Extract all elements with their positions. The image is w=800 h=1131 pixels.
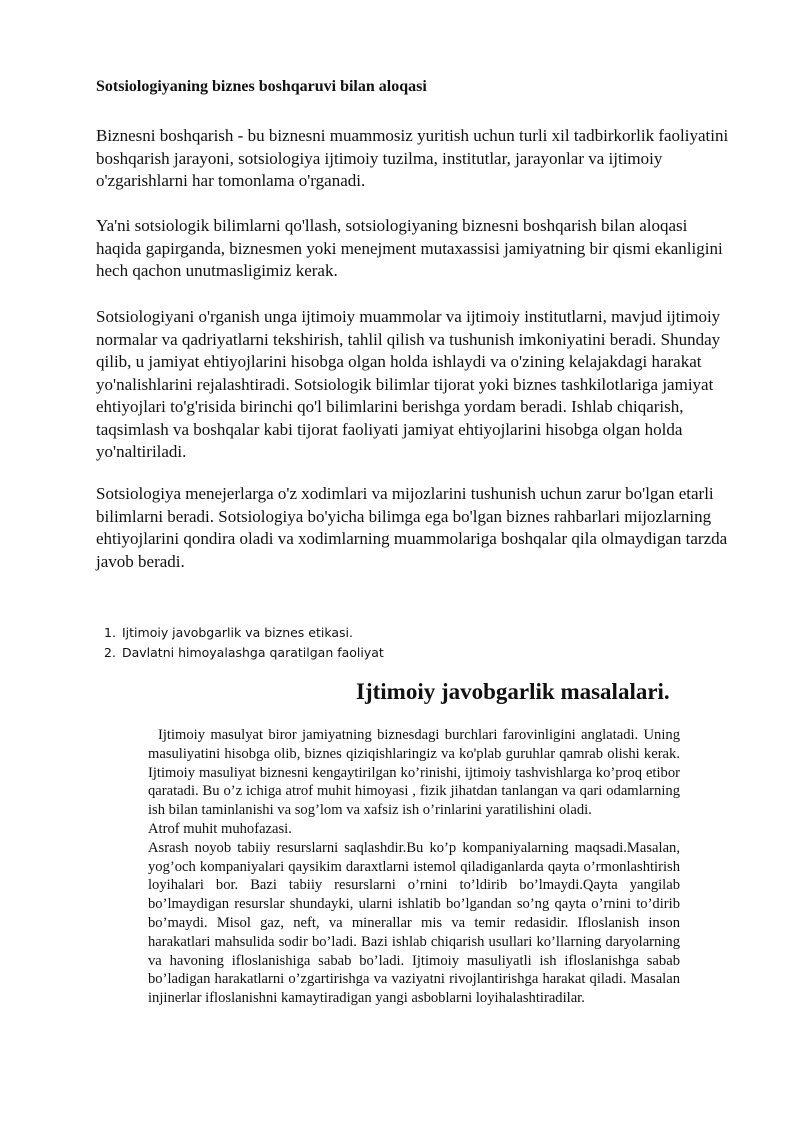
section-body [148,726,680,1008]
list-item [104,643,384,663]
section-heading: Ijtimoiy javobgarlik masalalari. [356,679,670,704]
list-number: 2. [104,645,116,660]
section-subheading: Atrof muhit muhofazasi. [148,820,292,837]
document-title: Sotsiologiyaning biznes boshqaruvi bilan aloqasi [96,78,427,95]
paragraph-3: Sotsiologiyani o'rganish unga ijtimoiy muammolar va ijtimoiy institutlarni, mavjud ijtimoiy normalar va qadriyatlarni tekshirish, tahlil qilish va tushunish imkoniyatini beradi. Shunday qilib, u jamiyat ehtiyojlarini hisobga olgan holda ishlaydi va o'zining kelajakdagi harakat yo'nalishlarini rejalashtiradi. Sotsiologik bilimlar tijorat yoki biznes tashkilotlariga jamiyat ehtiyojlari to'g'risida birinchi qo'l bilimlarini berishga yordam beradi. Ishlab chiqarish, taqsimlash va boshqalar kabi tijorat faoliyati jamiyat ehtiyojlarini hisobga olgan holda yo'naltiriladi. [96,307,721,461]
paragraph-1: Biznesni boshqarish - bu biznesni muammosiz yuritish uchun turli xil tadbirkorlik faoliyatini boshqarish jarayoni, sotsiologiya ijtimoiy tuzilma, institutlar, jarayonlar va ijtimoiy o'zgarishlarni har tomonlama o'rganadi. [96,126,729,190]
topic-list [104,623,384,663]
list-item [104,623,384,643]
paragraph-4: Sotsiologiya menejerlarga o'z xodimlari va mijozlarini tushunish uchun zarur bo'lgan etarli bilimlarni beradi. Sotsiologiya bo'yicha bilimga ega bo'lgan biznes rahbarlari mijozlarning ehtiyojlarini qondira oladi va xodimlarning muammolariga boshqalar qila olmaydigan tarzda javob beradi. [96,484,728,571]
list-number: 1. [104,625,116,640]
section-paragraph: Asrash noyob tabiiy resurslarni saqlashdir.Bu ko’p kompaniyalarning maqsadi.Masalan, yog’och kompaniyalari qaysikim daraxtlarni istemol qiladiganlarda qayta o’rmonlashtirish loyihalari bor. Bazi tabiiy resurslarni o’rnini to’ldirib bo’lmaydi.Qayta yangilab bo’lmaydigan resurslar shundayki, ularni ishlatib bo’lgandan so’ng qayta o’rnini to’dirib bo’maydi. Misol gaz, neft, va minerallar mis va temir redasidir. Ifloslanish inson harakatlari mahsulida sodir bo’ladi. Bazi ishlab chiqarish usullari ko’llarning daryolarning va havoning ifloslanishiga sabab bo’ladi. Ijtimoiy masuliyatli ish ifloslanishga sabab bo’ladigan harakatlarni o’zgartirishga va vaziyatni rivojlantirishga harakat qiladi. Masalan injinerlar ifloslanishni kamaytiradigan yangi asboblarni loyihalashtiradilar. [148,839,680,1007]
paragraph-2: Ya'ni sotsiologik bilimlarni qo'llash, sotsiologiyaning biznesni boshqarish bilan aloqasi haqida gapirganda, biznesmen yoki menejment mutaxassisi jamiyatning bir qismi ekanligini hech qachon unutmasligimiz kerak. [96,216,723,280]
section-intro: Ijtimoiy masulyat biror jamiyatning biznesdagi burchlari farovinligini anglatadi. Uning masuliyatini hisobga olib, biznes qiziqishlaringiz va ko'plab guruhlar qamrab olishi kerak. Ijtimoiy masuliyat biznesni kengaytirilgan ko’rinishi, ijtimoiy tashvishlarga ko’proq etibor qaratadi. Bu o’z ichiga atrof muhit himoyasi , fizik jihatdan tanlangan va qari odamlarning ish bilan taminlanishi va sog’lom va xafsiz ish o’rinlarini yaratilishini oladi. [148,727,680,819]
list-text: Davlatni himoyalashga qaratilgan faoliyat [121,645,384,660]
list-text: Ijtimoiy javobgarlik va biznes etikasi. [121,625,353,640]
